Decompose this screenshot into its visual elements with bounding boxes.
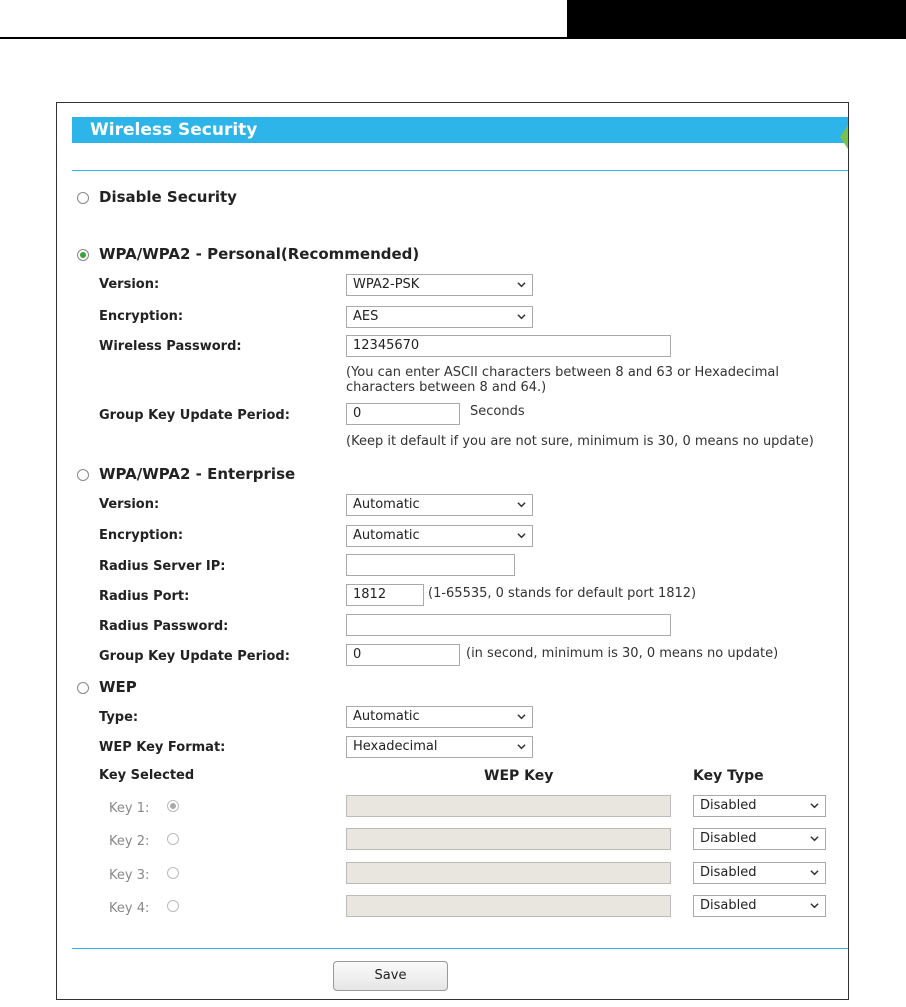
key-3-type-value: Disabled	[700, 865, 757, 880]
key-4-input[interactable]	[346, 895, 671, 917]
wep-title: WEP	[99, 678, 137, 696]
wireless-security-panel	[56, 102, 849, 1000]
wep-radio[interactable]	[77, 682, 89, 694]
key-1-label: Key 1:	[109, 801, 150, 816]
key-1-input[interactable]	[346, 795, 671, 817]
personal-encryption-label: Encryption:	[99, 309, 184, 324]
radius-port-input[interactable]: 1812	[346, 584, 424, 606]
key-2-radio[interactable]	[167, 833, 179, 845]
personal-version-label: Version:	[99, 277, 160, 292]
disable-security-radio[interactable]	[77, 192, 89, 204]
personal-group-key-unit: Seconds	[470, 404, 525, 419]
radius-server-ip-label: Radius Server IP:	[99, 559, 226, 574]
wpa-enterprise-radio[interactable]	[77, 469, 89, 481]
key-3-type-select[interactable]	[693, 862, 826, 884]
key-3-radio[interactable]	[167, 867, 179, 879]
key-4-label: Key 4:	[109, 901, 150, 916]
chevron-down-icon	[517, 280, 526, 289]
enterprise-encryption-label: Encryption:	[99, 528, 184, 543]
radius-port-hint: (1-65535, 0 stands for default port 1812)	[428, 586, 697, 601]
key-1-type-value: Disabled	[700, 798, 757, 813]
chevron-down-icon	[517, 712, 526, 721]
bottom-divider	[72, 948, 849, 949]
chevron-down-icon	[810, 801, 819, 810]
key-1-type-select[interactable]	[693, 795, 826, 817]
wep-key-format-value: Hexadecimal	[353, 739, 438, 754]
personal-group-key-label: Group Key Update Period:	[99, 408, 290, 423]
enterprise-version-label: Version:	[99, 497, 160, 512]
personal-encryption-select[interactable]	[346, 306, 533, 328]
key-2-input[interactable]	[346, 828, 671, 850]
wpa-personal-radio[interactable]	[77, 249, 89, 261]
chevron-down-icon	[517, 742, 526, 751]
key-4-radio[interactable]	[167, 900, 179, 912]
key-type-header: Key Type	[693, 768, 764, 784]
wep-type-value: Automatic	[353, 709, 420, 724]
enterprise-encryption-value: Automatic	[353, 528, 420, 543]
key-2-label: Key 2:	[109, 834, 150, 849]
radius-password-label: Radius Password:	[99, 619, 229, 634]
header-black-block	[567, 0, 906, 39]
chevron-down-icon	[810, 834, 819, 843]
password-hint-line-1: (You can enter ASCII characters between 8 and 63 or Hexadecimal	[346, 365, 779, 380]
enterprise-group-key-hint: (in second, minimum is 30, 0 means no update)	[466, 646, 779, 661]
personal-encryption-value: AES	[353, 309, 379, 324]
enterprise-group-key-label: Group Key Update Period:	[99, 649, 290, 664]
wpa-personal-title: WPA/WPA2 - Personal(Recommended)	[99, 245, 420, 263]
personal-group-key-input[interactable]: 0	[346, 403, 460, 425]
chevron-down-icon	[517, 531, 526, 540]
page-title: Wireless Security	[72, 117, 849, 143]
enterprise-version-value: Automatic	[353, 497, 420, 512]
chevron-down-icon	[517, 312, 526, 321]
personal-group-key-hint: (Keep it default if you are not sure, minimum is 30, 0 means no update)	[346, 434, 814, 449]
wep-key-format-select[interactable]	[346, 736, 533, 758]
key-selected-header: Key Selected	[99, 768, 195, 783]
disable-security-label: Disable Security	[99, 188, 237, 206]
wireless-password-input[interactable]: 12345670	[346, 335, 671, 357]
key-3-input[interactable]	[346, 862, 671, 884]
radius-server-ip-input[interactable]	[346, 554, 515, 576]
wep-key-header: WEP Key	[484, 768, 554, 784]
wep-type-label: Type:	[99, 710, 139, 725]
personal-version-value: WPA2-PSK	[353, 277, 420, 292]
wireless-password-label: Wireless Password:	[99, 339, 242, 354]
personal-version-select[interactable]	[346, 274, 533, 296]
key-2-type-select[interactable]	[693, 828, 826, 850]
enterprise-version-select[interactable]	[346, 494, 533, 516]
key-1-radio[interactable]	[167, 800, 179, 812]
save-button[interactable]: Save	[333, 961, 448, 991]
password-hint-line-2: characters between 8 and 64.)	[346, 380, 547, 395]
enterprise-encryption-select[interactable]	[346, 525, 533, 547]
wep-type-select[interactable]	[346, 706, 533, 728]
wpa-enterprise-title: WPA/WPA2 - Enterprise	[99, 465, 296, 483]
key-3-label: Key 3:	[109, 868, 150, 883]
header-rule	[0, 37, 567, 39]
key-4-type-value: Disabled	[700, 898, 757, 913]
radius-password-input[interactable]	[346, 614, 671, 636]
banner-tip-decoration	[840, 125, 848, 149]
key-4-type-select[interactable]	[693, 895, 826, 917]
chevron-down-icon	[810, 868, 819, 877]
chevron-down-icon	[810, 901, 819, 910]
radius-port-label: Radius Port:	[99, 589, 190, 604]
key-2-type-value: Disabled	[700, 831, 757, 846]
wep-key-format-label: WEP Key Format:	[99, 740, 226, 755]
enterprise-group-key-input[interactable]: 0	[346, 644, 460, 666]
top-divider	[72, 170, 849, 171]
chevron-down-icon	[517, 500, 526, 509]
